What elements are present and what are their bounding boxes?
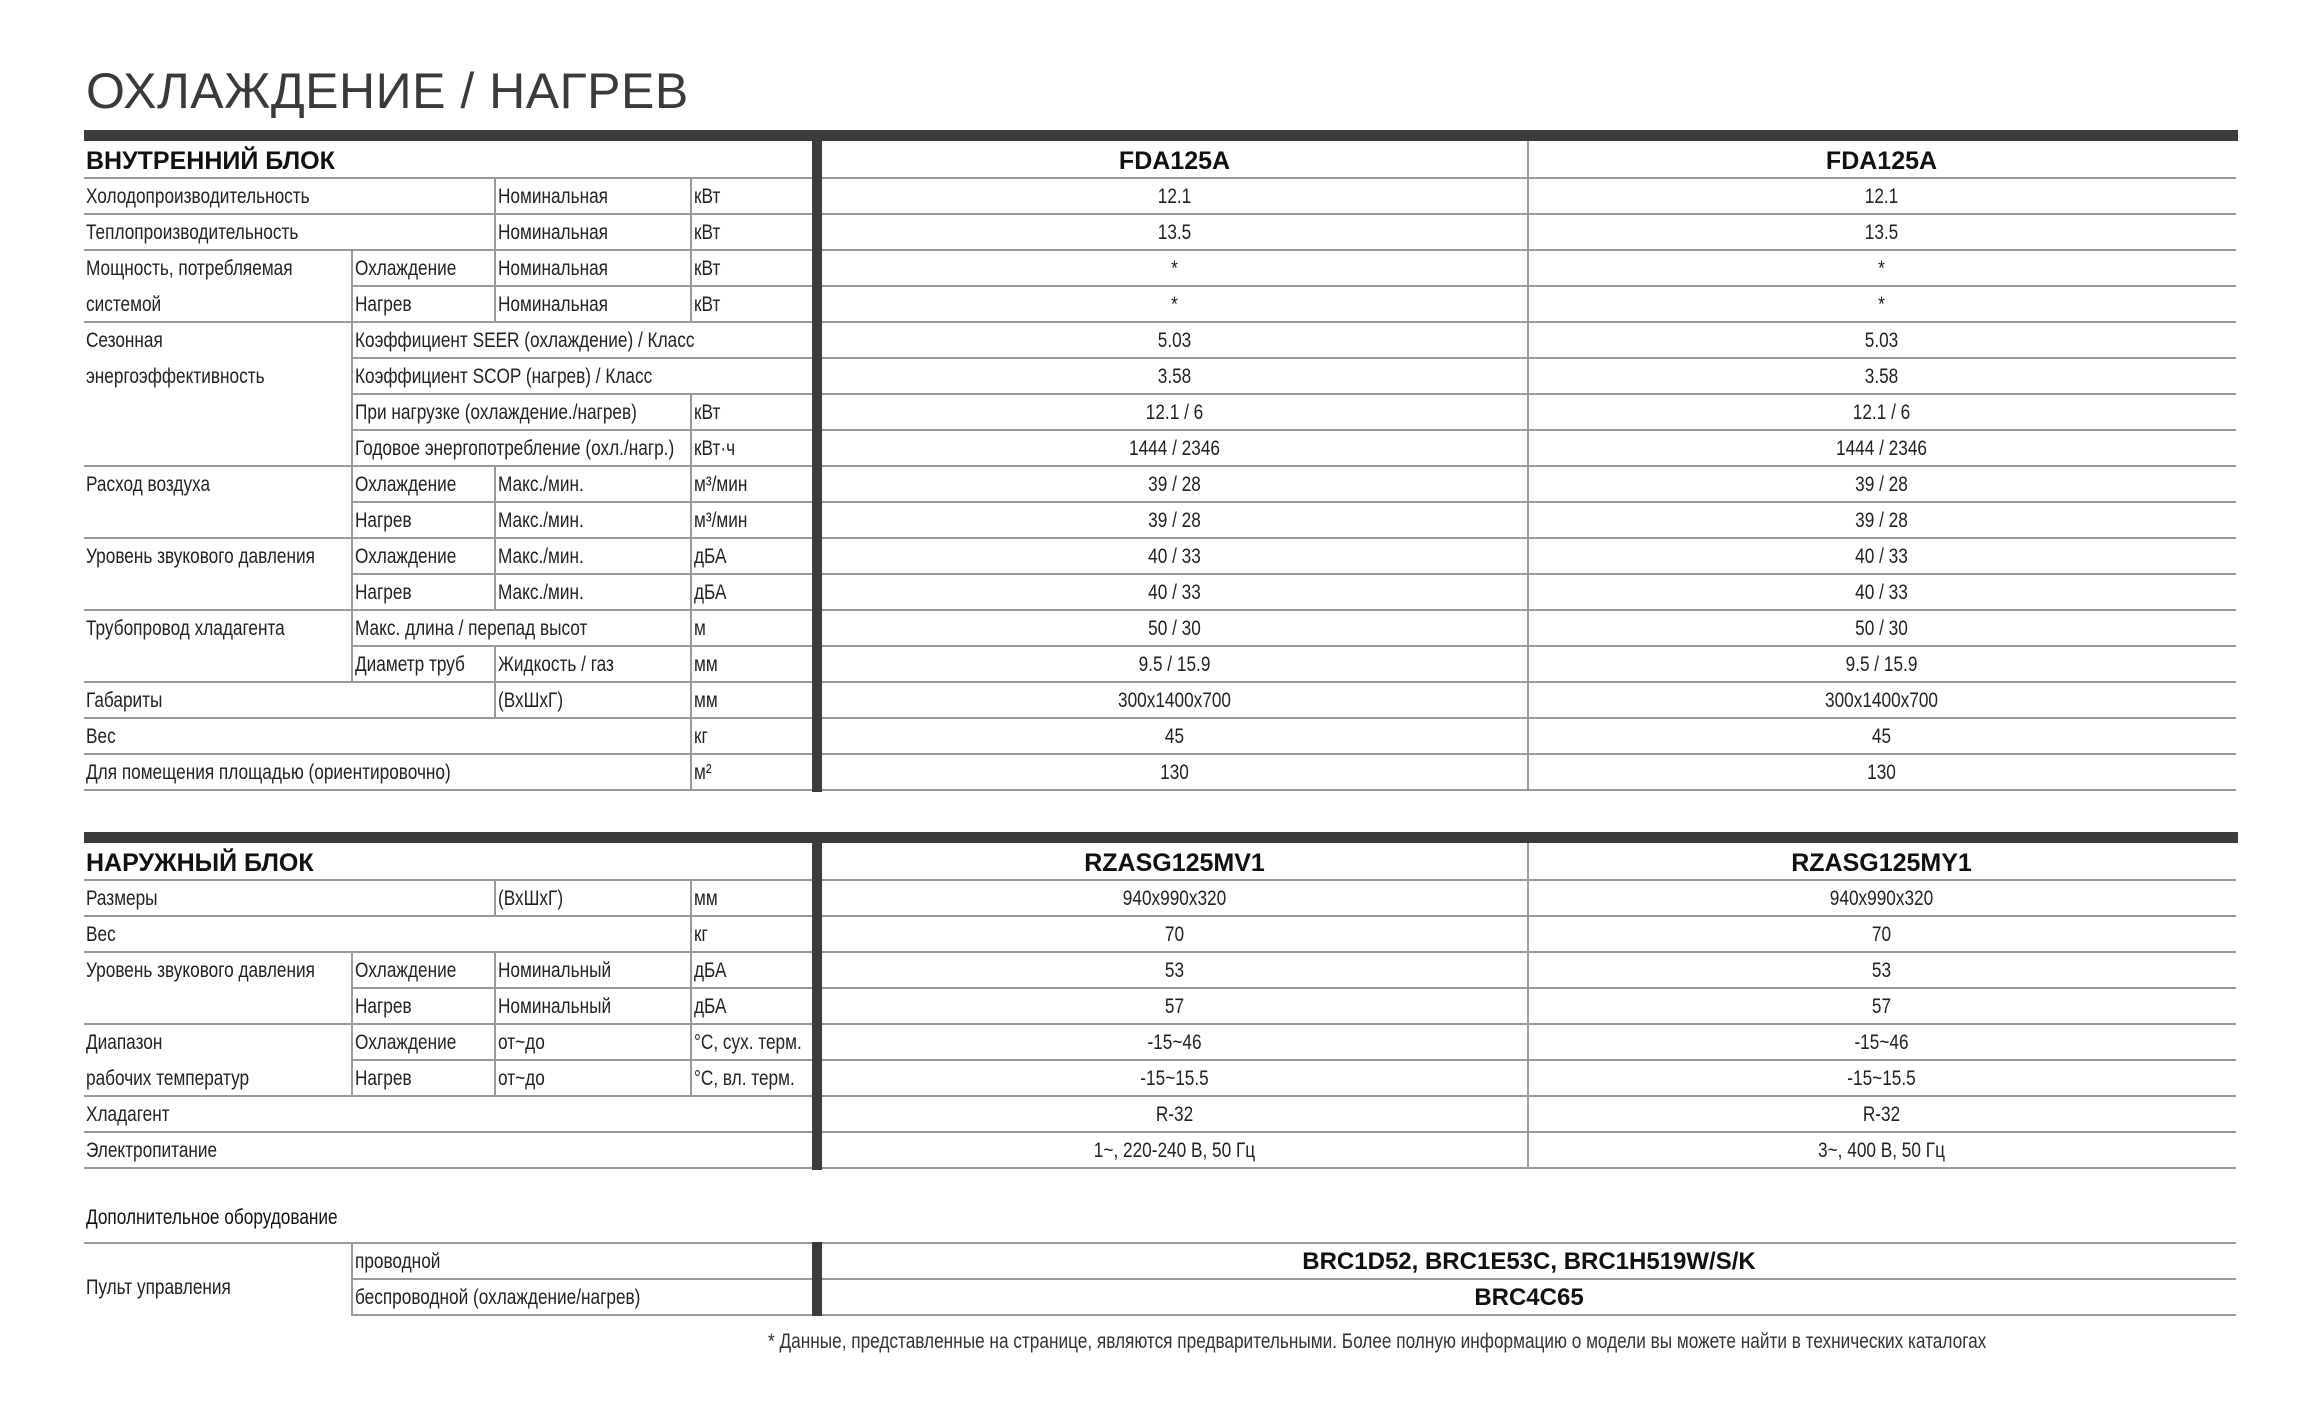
row-divider: [822, 1095, 2236, 1097]
row-divider: [351, 429, 812, 431]
value-model-2: 70: [1871, 923, 1892, 946]
value-model-1: 57: [1164, 995, 1185, 1018]
value-model-2: R-32: [1862, 1103, 1901, 1126]
row-divider: [84, 537, 812, 539]
param-label: Для помещения площадью (ориентировочно): [86, 761, 451, 784]
column-divider: [351, 285, 353, 321]
value-model-1: R-32: [1155, 1103, 1194, 1126]
sub-label: Макс. длина / перепад высот: [355, 617, 588, 640]
value-model-1: 40 / 33: [1148, 581, 1201, 604]
value-model-2: -15~46: [1854, 1031, 1909, 1054]
unit-label: кВт: [694, 221, 721, 244]
row-divider: [84, 177, 812, 179]
row-divider: [822, 879, 2236, 881]
model-header-2: FDA125A: [1825, 147, 1938, 175]
row-divider: [822, 357, 2236, 359]
column-divider: [351, 1059, 353, 1095]
column-divider: [494, 1059, 496, 1095]
row-divider: [84, 951, 812, 953]
model-header-2: RZASG125MY1: [1791, 849, 1972, 877]
value-model-1: 45: [1164, 725, 1185, 748]
sub-label: проводной: [355, 1250, 441, 1273]
row-divider: [351, 501, 812, 503]
sub-label: Нагрев: [355, 995, 412, 1018]
value-model-1: 39 / 28: [1148, 473, 1201, 496]
column-divider: [494, 879, 496, 915]
unit-label: м: [694, 617, 706, 640]
model-header-1: FDA125A: [1118, 147, 1231, 175]
mode-label: от~до: [498, 1031, 545, 1054]
column-divider: [351, 1023, 353, 1059]
block-header: НАРУЖНЫЙ БЛОК: [86, 849, 314, 877]
param-label: Диапазон: [86, 1031, 163, 1054]
param-label: Мощность, потребляемая: [86, 257, 293, 280]
sub-label: беспроводной (охлаждение/нагрев): [355, 1286, 641, 1309]
column-divider: [351, 537, 353, 573]
mode-label: Жидкость / газ: [498, 653, 614, 676]
unit-label: кВт: [694, 401, 721, 424]
unit-label: кВт: [694, 293, 721, 316]
value-model-2: 12.1 / 6: [1852, 401, 1911, 424]
sub-label: Годовое энергопотребление (охл./нагр.): [355, 437, 675, 460]
value-model-1: 50 / 30: [1148, 617, 1201, 640]
unit-label: кг: [694, 725, 708, 748]
unit-label: м³/мин: [694, 509, 748, 532]
value-model-1: 9.5 / 15.9: [1138, 653, 1211, 676]
column-divider: [494, 285, 496, 321]
row-divider: [84, 1167, 812, 1169]
row-divider: [84, 753, 812, 755]
value-model-2: 57: [1871, 995, 1892, 1018]
value-model-2: 39 / 28: [1855, 509, 1908, 532]
unit-label: кВт·ч: [694, 437, 736, 460]
value-model-2: 40 / 33: [1855, 581, 1908, 604]
row-divider: [351, 1059, 812, 1061]
sub-label: Охлаждение: [355, 257, 457, 280]
value-model-1: 5.03: [1157, 329, 1192, 352]
column-divider: [690, 987, 692, 1023]
column-divider: [351, 357, 353, 393]
row-divider: [822, 1242, 2236, 1244]
accessories-title: Дополнительное оборудование: [86, 1206, 338, 1229]
row-divider: [822, 951, 2236, 953]
row-divider: [351, 1314, 812, 1316]
value-model-1: 12.1 / 6: [1145, 401, 1204, 424]
row-divider: [84, 609, 812, 611]
value-model-1: 40 / 33: [1148, 545, 1201, 568]
value-model-1: 300x1400x700: [1117, 689, 1231, 712]
value-model-1: 12.1: [1157, 185, 1192, 208]
row-divider: [822, 1314, 2236, 1316]
row-divider: [84, 1131, 812, 1133]
row-divider: [84, 717, 812, 719]
column-divider: [690, 681, 692, 717]
column-divider: [690, 951, 692, 987]
value-model-2: 40 / 33: [1855, 545, 1908, 568]
row-divider: [822, 789, 2236, 791]
param-label: Сезонная: [86, 329, 163, 352]
column-divider: [351, 573, 353, 609]
row-divider: [822, 249, 2236, 251]
row-divider: [84, 879, 812, 881]
value-model-1: 1444 / 2346: [1129, 437, 1220, 460]
row-divider: [84, 1242, 812, 1244]
row-divider: [822, 1059, 2236, 1061]
sub-label: При нагрузке (охлаждение./нагрев): [355, 401, 637, 424]
param-label: Вес: [86, 923, 116, 946]
param-label: Уровень звукового давления: [86, 959, 315, 982]
row-divider: [822, 213, 2236, 215]
column-divider: [351, 987, 353, 1023]
footnote: * Данные, представленные на странице, являются предварительными. Более полную информацию о модели вы можете найти в технических каталогах: [768, 1330, 1987, 1353]
row-divider: [822, 717, 2236, 719]
value-model-1: 13.5: [1157, 221, 1192, 244]
column-divider: [494, 177, 496, 213]
column-divider: [690, 429, 692, 465]
column-divider: [351, 465, 353, 501]
table-separator-bar: [812, 130, 822, 792]
param-label: Хладагент: [86, 1103, 170, 1126]
unit-label: кг: [694, 923, 708, 946]
mode-label: Номинальная: [498, 257, 608, 280]
value-model-1: -15~15.5: [1140, 1067, 1209, 1090]
mode-label: Макс./мин.: [498, 581, 584, 604]
column-divider: [690, 573, 692, 609]
value-model-1: 130: [1160, 761, 1189, 784]
value-model-1: 53: [1164, 959, 1185, 982]
unit-label: м³/мин: [694, 473, 748, 496]
unit-label: дБА: [694, 581, 727, 604]
param-label: Расход воздуха: [86, 473, 211, 496]
column-divider: [351, 393, 353, 429]
param-label: Габариты: [86, 689, 163, 712]
column-divider: [494, 249, 496, 285]
value-model-2: 13.5: [1864, 221, 1899, 244]
column-divider: [690, 285, 692, 321]
row-divider: [351, 393, 812, 395]
value-model-1: 1~, 220-240 В, 50 Гц: [1093, 1139, 1256, 1162]
controller-value: BRC1D52, BRC1E53C, BRC1H519W/S/K: [1302, 1248, 1756, 1275]
row-divider: [822, 429, 2236, 431]
column-divider: [351, 501, 353, 537]
row-divider: [822, 1278, 2236, 1280]
param-label: Размеры: [86, 887, 158, 910]
param-label: рабочих температур: [86, 1067, 250, 1090]
unit-label: кВт: [694, 185, 721, 208]
value-model-2: 9.5 / 15.9: [1845, 653, 1918, 676]
row-divider: [822, 645, 2236, 647]
column-divider: [690, 915, 692, 951]
column-divider: [690, 213, 692, 249]
mode-label: (ВхШхГ): [498, 887, 564, 910]
column-divider: [690, 1059, 692, 1095]
unit-label: °С, сух. терм.: [694, 1031, 802, 1054]
value-model-2: 3~, 400 В, 50 Гц: [1818, 1139, 1945, 1162]
column-divider: [351, 609, 353, 645]
sub-label: Диаметр труб: [355, 653, 465, 676]
value-model-1: *: [1171, 293, 1178, 316]
column-divider: [1527, 843, 1529, 1167]
row-divider: [822, 285, 2236, 287]
sub-label: Охлаждение: [355, 1031, 457, 1054]
row-divider: [84, 249, 812, 251]
mode-label: Номинальная: [498, 293, 608, 316]
column-divider: [494, 537, 496, 573]
column-divider: [690, 465, 692, 501]
sub-label: Нагрев: [355, 581, 412, 604]
row-divider: [84, 465, 812, 467]
unit-label: дБА: [694, 995, 727, 1018]
table-separator-bar: [812, 832, 822, 1170]
column-divider: [690, 645, 692, 681]
sub-label: Коэффициент SEER (охлаждение) / Класс: [355, 329, 695, 352]
row-divider: [822, 915, 2236, 917]
accessories-separator-bar: [812, 1242, 822, 1316]
mode-label: Макс./мин.: [498, 473, 584, 496]
row-divider: [822, 393, 2236, 395]
row-divider: [84, 789, 812, 791]
column-divider: [351, 645, 353, 681]
value-model-1: -15~46: [1147, 1031, 1202, 1054]
row-divider: [351, 285, 812, 287]
param-label: системой: [86, 293, 162, 316]
sub-label: Нагрев: [355, 293, 412, 316]
unit-label: дБА: [694, 545, 727, 568]
sub-label: Нагрев: [355, 509, 412, 532]
value-model-2: 50 / 30: [1855, 617, 1908, 640]
row-divider: [822, 753, 2236, 755]
column-divider: [690, 1023, 692, 1059]
row-divider: [84, 1023, 812, 1025]
row-divider: [84, 915, 812, 917]
value-model-2: 12.1: [1864, 185, 1899, 208]
column-divider: [690, 393, 692, 429]
param-label: Электропитание: [86, 1139, 218, 1162]
mode-label: Макс./мин.: [498, 509, 584, 532]
param-label: Холодопроизводительность: [86, 185, 310, 208]
mode-label: Номинальный: [498, 995, 612, 1018]
mode-label: (ВхШхГ): [498, 689, 564, 712]
value-model-2: *: [1878, 293, 1885, 316]
row-divider: [822, 573, 2236, 575]
page-title: ОХЛАЖДЕНИЕ / НАГРЕВ: [86, 63, 689, 119]
param-label: Теплопроизводительность: [86, 221, 299, 244]
column-divider: [690, 501, 692, 537]
value-model-1: 70: [1164, 923, 1185, 946]
row-divider: [822, 681, 2236, 683]
param-label: Вес: [86, 725, 116, 748]
row-divider: [822, 1023, 2236, 1025]
value-model-1: *: [1171, 257, 1178, 280]
row-divider: [822, 321, 2236, 323]
row-divider: [822, 177, 2236, 179]
table-header-bar: [84, 130, 2238, 141]
column-divider: [690, 537, 692, 573]
column-divider: [494, 465, 496, 501]
column-divider: [351, 429, 353, 465]
row-divider: [351, 1278, 812, 1280]
column-divider: [690, 717, 692, 753]
value-model-2: 3.58: [1864, 365, 1899, 388]
row-divider: [351, 987, 812, 989]
column-divider: [494, 501, 496, 537]
column-divider: [690, 177, 692, 213]
row-divider: [822, 1167, 2236, 1169]
column-divider: [690, 753, 692, 789]
table-header-bar: [84, 832, 2238, 843]
column-divider: [494, 573, 496, 609]
param-label: Трубопровод хладагента: [86, 617, 285, 640]
value-model-2: -15~15.5: [1847, 1067, 1916, 1090]
unit-label: мм: [694, 653, 718, 676]
value-model-2: 300x1400x700: [1824, 689, 1938, 712]
column-divider: [494, 987, 496, 1023]
sub-label: Охлаждение: [355, 959, 457, 982]
value-model-2: 130: [1867, 761, 1896, 784]
column-divider: [690, 879, 692, 915]
value-model-2: 940x990x320: [1829, 887, 1934, 910]
column-divider: [351, 321, 353, 357]
value-model-1: 940x990x320: [1122, 887, 1227, 910]
value-model-1: 3.58: [1157, 365, 1192, 388]
model-header-1: RZASG125MV1: [1084, 849, 1265, 877]
sub-label: Охлаждение: [355, 473, 457, 496]
value-model-2: 1444 / 2346: [1836, 437, 1927, 460]
mode-label: от~до: [498, 1067, 545, 1090]
row-divider: [822, 537, 2236, 539]
column-divider: [494, 213, 496, 249]
row-divider: [822, 465, 2236, 467]
value-model-2: 5.03: [1864, 329, 1899, 352]
mode-label: Номинальная: [498, 185, 608, 208]
param-label: Уровень звукового давления: [86, 545, 315, 568]
value-model-2: 45: [1871, 725, 1892, 748]
sub-label: Охлаждение: [355, 545, 457, 568]
column-divider: [494, 1023, 496, 1059]
row-divider: [84, 681, 812, 683]
column-divider: [690, 609, 692, 645]
column-divider: [494, 645, 496, 681]
value-model-2: 39 / 28: [1855, 473, 1908, 496]
sub-label: Нагрев: [355, 1067, 412, 1090]
unit-label: дБА: [694, 959, 727, 982]
value-model-1: 39 / 28: [1148, 509, 1201, 532]
row-divider: [822, 501, 2236, 503]
row-divider: [84, 321, 812, 323]
column-divider: [690, 249, 692, 285]
row-divider: [84, 1095, 812, 1097]
row-divider: [351, 645, 812, 647]
param-label: энергоэффективность: [86, 365, 265, 388]
unit-label: °С, вл. терм.: [694, 1067, 795, 1090]
mode-label: Макс./мин.: [498, 545, 584, 568]
row-divider: [822, 987, 2236, 989]
column-divider: [494, 681, 496, 717]
sub-label: Коэффициент SCOP (нагрев) / Класс: [355, 365, 653, 388]
controller-value: BRC4C65: [1474, 1284, 1584, 1311]
row-divider: [822, 1131, 2236, 1133]
column-divider: [494, 951, 496, 987]
value-model-2: *: [1878, 257, 1885, 280]
mode-label: Номинальная: [498, 221, 608, 244]
unit-label: м²: [694, 761, 712, 784]
row-divider: [822, 609, 2236, 611]
param-label: Пульт управления: [86, 1276, 231, 1299]
unit-label: мм: [694, 689, 718, 712]
mode-label: Номинальный: [498, 959, 612, 982]
row-divider: [351, 573, 812, 575]
unit-label: мм: [694, 887, 718, 910]
value-model-2: 53: [1871, 959, 1892, 982]
column-divider: [351, 951, 353, 987]
row-divider: [84, 213, 812, 215]
row-divider: [351, 357, 812, 359]
unit-label: кВт: [694, 257, 721, 280]
column-divider: [351, 249, 353, 285]
block-header: ВНУТРЕННИЙ БЛОК: [86, 147, 335, 175]
